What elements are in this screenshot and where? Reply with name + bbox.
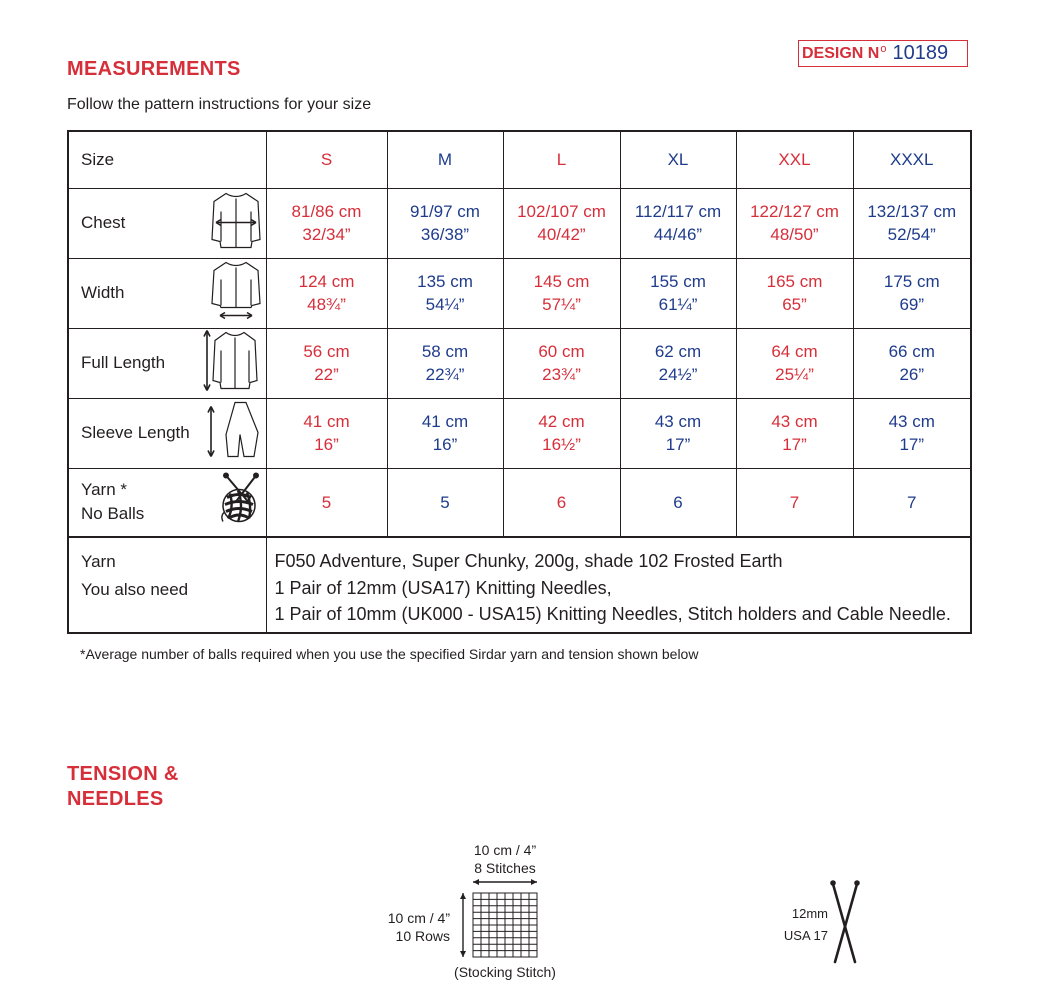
cell-length-s	[266, 328, 387, 398]
chest-l-in: 40/42”	[537, 225, 586, 244]
cell-length-xxl	[736, 328, 853, 398]
width-label: Width	[81, 283, 125, 302]
needle-usa: USA 17	[783, 928, 828, 943]
length-xl-in: 24½”	[658, 365, 698, 384]
size-xxxl: XXXL	[853, 131, 971, 188]
sleeve-s-in: 16”	[314, 435, 339, 454]
length-l-cm: 60 cm	[538, 342, 585, 361]
tension-height-text	[370, 909, 450, 945]
tension-width-label: 10 cm / 4”	[473, 842, 537, 858]
balls-xxxl: 7	[853, 468, 971, 537]
cell-chest-xl	[620, 188, 736, 258]
sleeve-xxxl-cm: 43 cm	[888, 412, 935, 431]
chest-s-cm: 81/86 cm	[291, 202, 362, 221]
chest-l-cm: 102/107 cm	[517, 202, 606, 221]
sleeve-m-cm: 41 cm	[421, 412, 469, 431]
sleeve-xl-cm: 43 cm	[654, 412, 702, 431]
width-xxl-in: 65”	[782, 295, 807, 314]
measurements-table	[67, 130, 972, 634]
chest-xxxl-in: 52/54”	[887, 225, 936, 244]
length-s-cm: 56 cm	[303, 342, 350, 361]
width-xl-cm: 155 cm	[650, 272, 706, 291]
needs-line-2: 1 Pair of 10mm (UK000 - USA15) Knitting Needles, Stitch holders and Cable Needle.	[274, 604, 951, 624]
length-xxl-cm: 64 cm	[771, 342, 818, 361]
width-s-cm: 124 cm	[298, 272, 355, 291]
size-m: M	[387, 131, 503, 188]
width-row	[68, 258, 971, 328]
width-l-cm: 145 cm	[533, 272, 590, 291]
chest-xxl-in: 48/50”	[770, 225, 819, 244]
design-label: DESIGN N	[802, 44, 880, 62]
sleeve-length-row	[68, 398, 971, 468]
width-xxxl-in: 69”	[899, 295, 925, 314]
cell-sleeve-s	[266, 398, 387, 468]
knitting-needles-icon	[828, 878, 862, 971]
balls-label-yarn: Yarn *	[81, 480, 127, 500]
balls-s: 5	[266, 468, 387, 537]
cell-chest-xxxl	[853, 188, 971, 258]
chest-diagram-icon	[208, 190, 264, 257]
sleeve-m-in: 16”	[432, 435, 458, 454]
tension-height-label: 10 cm / 4”	[387, 910, 450, 926]
width-xxxl-cm: 175 cm	[883, 272, 940, 291]
tension-square-diagram	[455, 875, 545, 968]
cell-sleeve-m	[387, 398, 503, 468]
cell-length-m	[387, 328, 503, 398]
length-m-cm: 58 cm	[421, 342, 469, 361]
sleeve-xl-in: 17”	[665, 435, 691, 454]
cell-length-l	[503, 328, 620, 398]
cell-width-l	[503, 258, 620, 328]
chest-row	[68, 188, 971, 258]
width-xl-in: 61¼”	[658, 295, 698, 314]
length-xxxl-in: 26”	[899, 365, 925, 384]
tension-width-text	[440, 841, 570, 877]
chest-m-in: 36/38”	[420, 225, 470, 244]
length-l-in: 23¾”	[542, 365, 581, 384]
cell-chest-s	[266, 188, 387, 258]
cell-sleeve-l	[503, 398, 620, 468]
footnote: *Average number of balls required when you use the specified Sirdar yarn and tension shown below	[80, 646, 699, 662]
balls-label-no-balls: No Balls	[81, 504, 145, 524]
tension-heading	[67, 762, 179, 812]
cell-width-xxxl	[853, 258, 971, 328]
needle-size: 12mm	[791, 906, 828, 921]
cell-chest-l	[503, 188, 620, 258]
stitch-type: (Stocking Stitch)	[454, 964, 556, 980]
balls-xxl: 7	[736, 468, 853, 537]
chest-xl-cm: 112/117 cm	[634, 202, 722, 221]
cell-width-xl	[620, 258, 736, 328]
cell-width-m	[387, 258, 503, 328]
yarn-label-cell	[68, 537, 266, 633]
cell-width-s	[266, 258, 387, 328]
chest-m-cm: 91/97 cm	[410, 202, 480, 221]
sleeve-length-diagram-icon	[202, 399, 264, 468]
cell-chest-xxl	[736, 188, 853, 258]
chest-xl-in: 44/46”	[653, 225, 703, 244]
length-xxl-in: 25¼”	[775, 365, 814, 384]
yarn-value-cell	[266, 537, 971, 633]
cell-width-xxl	[736, 258, 853, 328]
cell-sleeve-xxxl	[853, 398, 971, 468]
length-m-in: 22¾”	[425, 365, 465, 384]
design-number: 10189	[892, 42, 949, 64]
yarn-info-row	[68, 537, 971, 633]
sleeve-l-cm: 42 cm	[538, 412, 585, 431]
size-label-text: Size	[81, 149, 115, 169]
sleeve-length-label-cell	[68, 398, 266, 468]
width-s-in: 48¾”	[307, 295, 346, 314]
width-m-in: 54¼”	[425, 295, 465, 314]
length-xxxl-cm: 66 cm	[888, 342, 935, 361]
tension-heading-line-1: TENSION &	[67, 763, 179, 785]
design-number-box	[798, 40, 968, 67]
sleeve-xxl-in: 17”	[782, 435, 807, 454]
sleeve-xxl-cm: 43 cm	[771, 412, 818, 431]
size-xl: XL	[620, 131, 736, 188]
balls-l: 6	[503, 468, 620, 537]
cell-length-xxxl	[853, 328, 971, 398]
sleeve-s-cm: 41 cm	[303, 412, 350, 431]
balls-m: 5	[387, 468, 503, 537]
balls-xl: 6	[620, 468, 736, 537]
full-length-diagram-icon	[202, 329, 264, 398]
size-label	[68, 131, 266, 188]
width-diagram-icon	[208, 260, 264, 327]
width-xxl-cm: 165 cm	[766, 272, 823, 291]
cell-sleeve-xl	[620, 398, 736, 468]
tension-rows: 10 Rows	[395, 928, 450, 944]
balls-row	[68, 468, 971, 537]
size-xxl: XXL	[736, 131, 853, 188]
size-s: S	[266, 131, 387, 188]
sleeve-length-label: Sleeve Length	[81, 423, 190, 442]
sleeve-xxxl-in: 17”	[899, 435, 925, 454]
chest-xxxl-cm: 132/137 cm	[867, 202, 957, 221]
cell-sleeve-xxl	[736, 398, 853, 468]
chest-label-cell	[68, 188, 266, 258]
size-header-row	[68, 131, 971, 188]
measurements-heading: MEASUREMENTS	[67, 58, 241, 80]
full-length-row	[68, 328, 971, 398]
tension-heading-line-2: NEEDLES	[67, 788, 164, 810]
cell-chest-m	[387, 188, 503, 258]
yarn-value: F050 Adventure, Super Chunky, 200g, shade 102 Frosted Earth	[274, 551, 783, 571]
cell-length-xl	[620, 328, 736, 398]
needs-line-1: 1 Pair of 12mm (USA17) Knitting Needles,	[274, 578, 612, 598]
width-m-cm: 135 cm	[417, 272, 473, 291]
tension-stitches: 8 Stitches	[474, 860, 536, 876]
size-l: L	[503, 131, 620, 188]
chest-s-in: 32/34”	[302, 225, 351, 244]
length-s-in: 22”	[314, 365, 339, 384]
balls-label-cell	[68, 468, 266, 537]
yarn-label: Yarn	[81, 552, 116, 571]
intro-text: Follow the pattern instructions for your size	[67, 96, 372, 113]
length-xl-cm: 62 cm	[654, 342, 702, 361]
chest-xxl-cm: 122/127 cm	[750, 202, 839, 221]
yarn-ball-icon	[218, 472, 264, 533]
full-length-label: Full Length	[81, 353, 166, 372]
design-label-superscript: o	[880, 42, 887, 55]
also-need-label: You also need	[81, 580, 189, 599]
needle-size-text	[770, 903, 828, 947]
width-label-cell	[68, 258, 266, 328]
width-l-in: 57¼”	[542, 295, 581, 314]
sleeve-l-in: 16½”	[542, 435, 581, 454]
chest-label: Chest	[81, 213, 126, 232]
full-length-label-cell	[68, 328, 266, 398]
